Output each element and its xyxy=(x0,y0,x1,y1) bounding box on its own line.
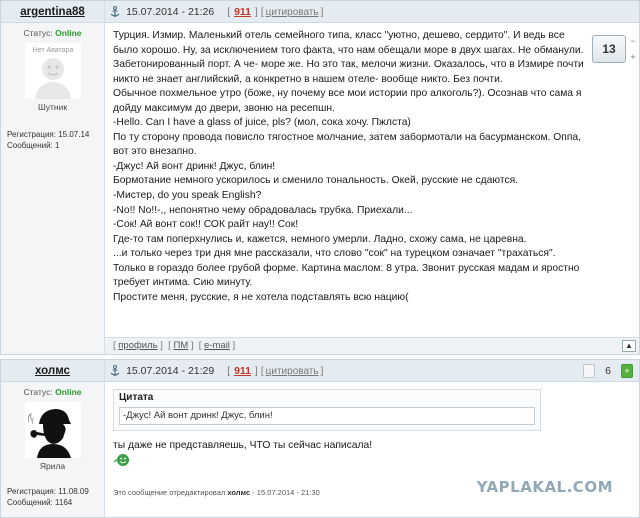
avatar xyxy=(25,402,81,458)
post-body: Турция. Измир. Маленький отель семейного типа, класс "уютно, дешево, сердито". И ведь все было хорошо. Ну, за исключением того факта, что нам обещали море в двух шагах. Не обманули. Забетонированный порт. А че- море же. Но это так, мелочи жизни. Оказалось, что в Измире почти никто не знает английский, а конкретно в нашем отеле- вообще никто. Без почти. Обычное похмельное утро (боже, ну почему все мои истории про алкоголь?). Осознав что сама я дойду максимум до двери, звоню на ресепшн. -Hello. Can I have a glass of juice, pls? (мол, сока хочу. Пжлста) По ту сторону провода повисло тягостное молчание, затем забормотали на басурманском. Оппа, вот это внезапно. -Джус! Ай вонт дринк! Джус, блин! Бормотание немного ускорилось и сменило тональность. Окей, русские не сдаются. -Мистер, do you speak English? -No!! No!!-,, непонятно чему обрадовалась трубка. Приехали... -Сок! Ай вонт сок!! СОК райт нау!! Сок! Где-то там поперхнулись и, кажется, немного умерли. Ладно, схожу сама, не царевна. ...и только через три дня мне рассказали, что слово "сок" на турецком означает "трахаться". Только в гораздо более грубой форме. Картина маслом: 8 утра. Звонит русская мадам и яростно требует интима. Сию минуту. Простите меня, русские, я не хотела подставлять всю нацию( xyxy=(113,30,584,303)
post-body: ты даже не представляешь, ЧТО ты сейчас написала! xyxy=(113,440,373,451)
user-rank: Ярила xyxy=(39,461,66,471)
post-2-header: 15.07.2014 - 21:29 [ 911 ] [ цитировать ] 6 + xyxy=(105,360,639,382)
site-watermark: YAPLAKAL.COM xyxy=(476,478,613,496)
rate-minus-button[interactable]: − xyxy=(630,36,636,46)
svg-text:Нет Аватара: Нет Аватара xyxy=(32,47,73,54)
scroll-up-icon[interactable]: ▲ xyxy=(622,340,636,352)
post-2-sidebar xyxy=(1,360,105,517)
post-1-footer: [ профиль ] [ ПМ ] [ e-mail ] ▲ xyxy=(105,337,639,354)
post-1-sidebar xyxy=(1,1,105,354)
post-number[interactable]: 911 xyxy=(234,365,252,377)
post-number[interactable]: 911 xyxy=(234,6,252,18)
user-status: Статус: Online xyxy=(23,387,82,397)
rate-plus-button[interactable]: + xyxy=(630,52,636,62)
avatar-placeholder xyxy=(25,43,81,99)
sherlock-silhouette-icon xyxy=(25,402,81,458)
reg-info: Регистрация: 15.07.14 Сообщений: 1 xyxy=(7,130,90,150)
rate-plus-button[interactable]: + xyxy=(621,364,633,378)
quote-block xyxy=(113,389,541,431)
email-link[interactable]: e-mail xyxy=(204,340,230,351)
smiley-icon xyxy=(113,453,131,467)
author-name[interactable]: argentina88 xyxy=(20,6,85,18)
rating-value: 6 xyxy=(605,365,611,377)
pm-link[interactable]: ПМ xyxy=(173,340,189,351)
no-avatar-icon xyxy=(25,43,81,99)
anchor-icon[interactable] xyxy=(110,6,120,18)
quote-title: Цитата xyxy=(119,392,154,403)
user-status: Статус: Online xyxy=(23,28,82,38)
quote-button[interactable]: цитировать xyxy=(265,7,319,18)
post-date: 15.07.2014 - 21:26 xyxy=(126,6,215,18)
rate-minus-button[interactable] xyxy=(583,364,595,378)
quote-button[interactable]: цитировать xyxy=(265,366,319,377)
edited-note: Это сообщение отредактировал холмс - 15.07.2014 - 21:30 xyxy=(113,488,320,497)
quote-text: -Джус! Ай вонт дринк! Джус, блин! xyxy=(119,407,535,425)
rating-value: 13 xyxy=(592,35,626,63)
anchor-icon[interactable] xyxy=(110,365,120,377)
profile-link[interactable]: профиль xyxy=(118,340,158,351)
editor-name[interactable]: холмс xyxy=(227,488,251,497)
reg-info: Регистрация: 11.08.09 Сообщений: 1164 xyxy=(7,487,89,507)
rating-control xyxy=(583,363,633,379)
user-rank: Шутник xyxy=(37,102,68,112)
post-date: 15.07.2014 - 21:29 xyxy=(126,365,215,377)
post-2 xyxy=(0,359,640,518)
author-name[interactable]: холмс xyxy=(35,365,70,377)
post-1-header: 15.07.2014 - 21:26 [ 911 ] [ цитировать ] xyxy=(105,1,639,23)
